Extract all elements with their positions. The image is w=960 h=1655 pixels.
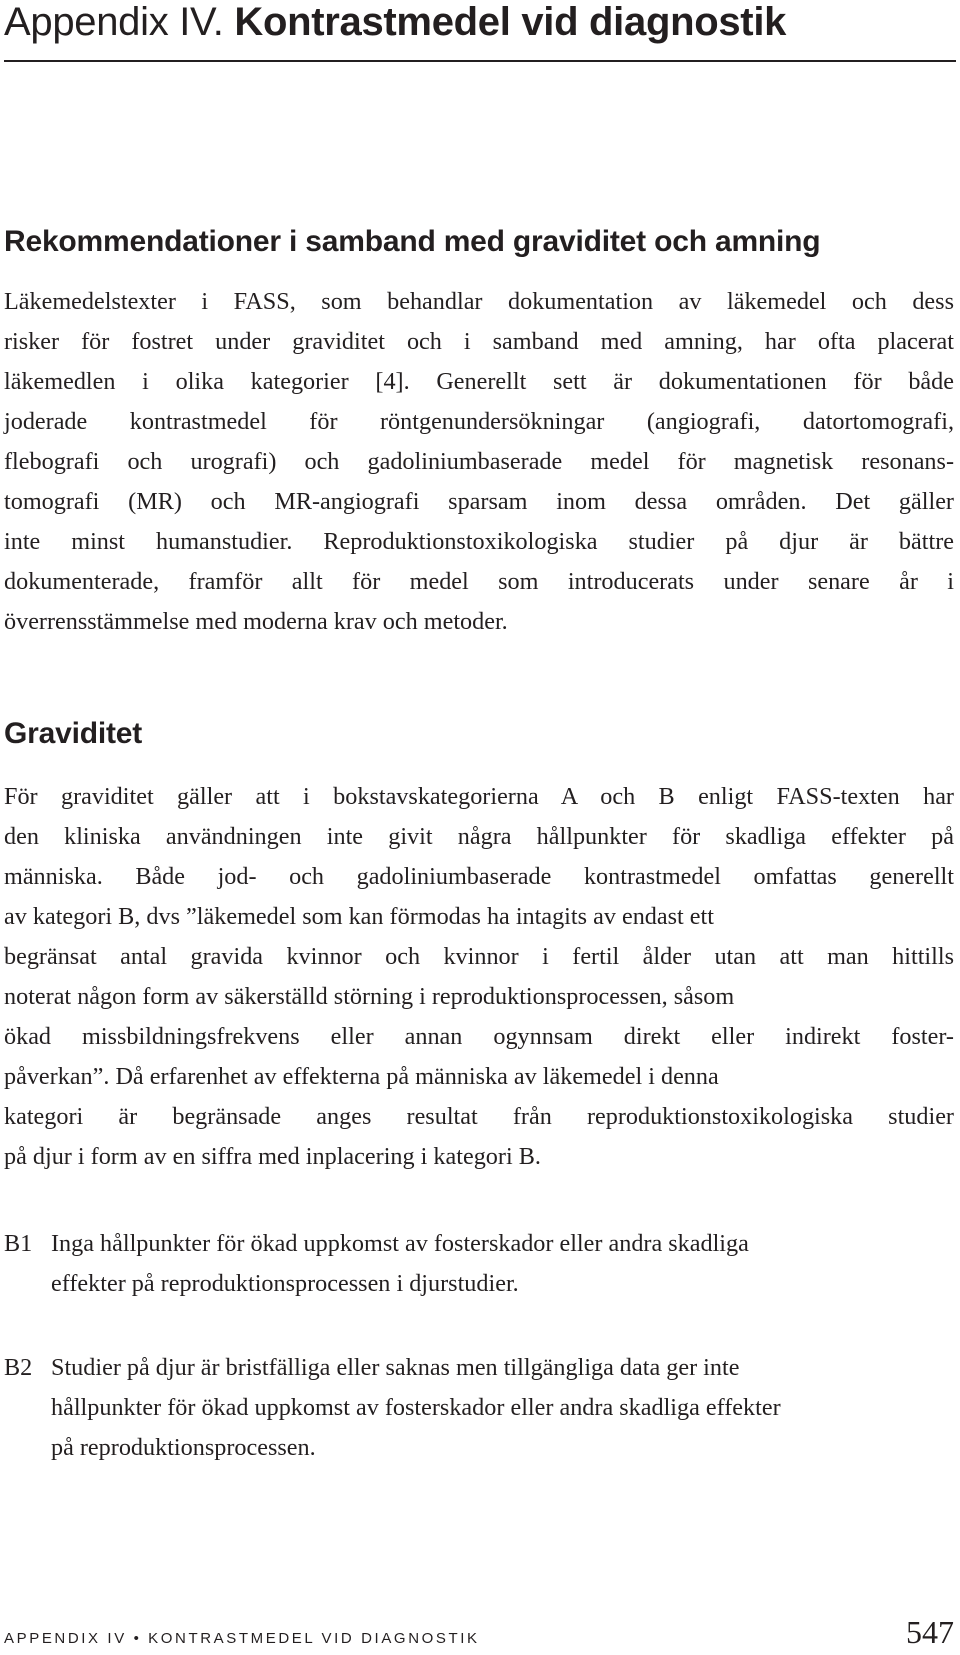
text-line: den kliniska användningen inte givit några hållpunkter för skadliga effekter på: [4, 823, 954, 850]
text-line: överrensstämmelse med moderna krav och metoder.: [4, 608, 508, 635]
page-title: [4, 0, 786, 46]
page-footer: [4, 1614, 954, 1654]
text-line: tomografi (MR) och MR-angiografi sparsam inom dessa områden. Det gäller: [4, 488, 954, 515]
text-line: noterat någon form av säkerställd störning i reproduktionsprocessen, såsom: [4, 983, 735, 1010]
text-line: risker för fostret under graviditet och i samband med amning, har ofta placerat: [4, 328, 954, 355]
text-line: hållpunkter för ökad uppkomst av fosterskador eller andra skadliga effekter: [51, 1394, 781, 1421]
text-line: läkemedlen i olika kategorier [4]. Generellt sett är dokumentationen för både: [4, 368, 954, 395]
text-line: begränsat antal gravida kvinnor och kvinnor i fertil ålder utan att man hittills: [4, 943, 954, 970]
text-line: inte minst humanstudier. Reproduktionstoxikologiska studier på djur är bättre: [4, 528, 954, 555]
text-line: på reproduktionsprocessen.: [51, 1434, 316, 1461]
text-line: av kategori B, dvs ”läkemedel som kan förmodas ha intagits av endast ett: [4, 903, 714, 930]
category-code: B1: [4, 1230, 33, 1257]
text-line: på djur i form av en siffra med inplacering i kategori B.: [4, 1143, 541, 1170]
text-line: påverkan”. Då erfarenhet av effekterna på människa av läkemedel i denna: [4, 1063, 719, 1090]
title-prefix: Appendix IV.: [4, 0, 224, 44]
text-line: För graviditet gäller att i bokstavskategorierna A och B enligt FASS-texten har: [4, 783, 954, 810]
paragraph-pregnancy: [4, 777, 954, 1177]
text-line: Inga hållpunkter för ökad uppkomst av fosterskador eller andra skadliga: [51, 1230, 749, 1257]
category-code: B2: [4, 1354, 33, 1381]
running-footer: APPENDIX IV • KONTRASTMEDEL VID DIAGNOSTIK: [4, 1630, 480, 1647]
text-line: kategori är begränsade anges resultat från reproduktionstoxikologiska studier: [4, 1103, 954, 1130]
page-header: [4, 0, 956, 62]
text-line: joderade kontrastmedel för röntgenundersökningar (angiografi, datortomografi,: [4, 408, 954, 435]
text-line: Studier på djur är bristfälliga eller saknas men tillgängliga data ger inte: [51, 1354, 740, 1381]
paragraph-recommendations: [4, 282, 954, 642]
text-line: människa. Både jod- och gadoliniumbaserade kontrastmedel omfattas generellt: [4, 863, 954, 890]
category-description: [51, 1348, 956, 1468]
text-line: effekter på reproduktionsprocessen i djurstudier.: [51, 1270, 519, 1297]
text-line: ökad missbildningsfrekvens eller annan ogynnsam direkt eller indirekt foster-: [4, 1023, 954, 1050]
page-number: 547: [906, 1614, 954, 1650]
text-line: Läkemedelstexter i FASS, som behandlar dokumentation av läkemedel och dess: [4, 288, 954, 315]
section-heading-pregnancy: Graviditet: [4, 717, 143, 750]
section-heading-recommendations: Rekommendationer i samband med graviditet och amning: [4, 225, 821, 258]
category-description: [51, 1224, 956, 1304]
text-line: flebografi och urografi) och gadoliniumbaserade medel för magnetisk resonans-: [4, 448, 954, 475]
title-main: Kontrastmedel vid diagnostik: [234, 0, 787, 44]
text-line: dokumenterade, framför allt för medel som introducerats under senare år i: [4, 568, 954, 595]
